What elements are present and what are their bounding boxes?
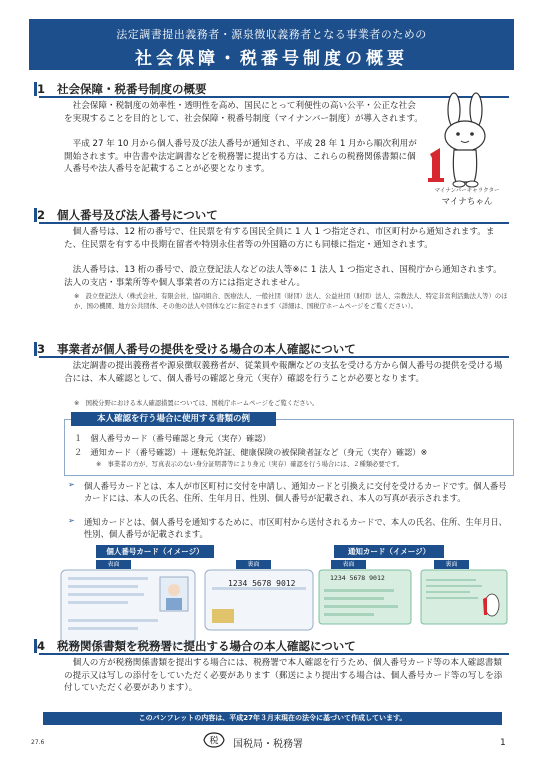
mascot-name: マイナちゃん [441, 197, 493, 207]
card-front-tag: 表面 [96, 560, 131, 569]
mynumber-card-label: 個人番号カード（イメージ） [96, 545, 214, 558]
section-2-paragraph-2: 法人番号は、13 桁の番号で、設立登記法人などの法人等※に 1 法人 1 つ指定され、国税庁から通知されます。法人の支店・事業所等や個人事業者の方には指定されません。 [64, 265, 502, 288]
mynumber-card-description: 個人番号カードとは、本人が市区町村に交付を申請し、通知カードと引換えに交付を受けるカードです。個人番号カードには、本人の氏名、住所、生年月日、性別、個人番号が記載され、本人の写真が表示されます。 [84, 481, 507, 503]
arrow-bullet-icon: ➢ [68, 480, 75, 489]
card-back-tag: 裏面 [236, 560, 271, 569]
header-banner [29, 19, 514, 70]
id-documents-note: ※ 事業者の方が、写真表示のない身分証明書等により身元（実存）確認を行う場合には、２種類必要です。 [96, 461, 404, 468]
section-4-paragraph: 個人の方が税務関係書類を提出する場合には、税務署で本人確認を行うため、個人番号カード等の本人確認書類の提示又は写しの添付をしていただく必要があります（郵送により提出する場合は、個人番号カード等の写しを添付していただく必要があります）。 [64, 658, 503, 693]
header-subtitle: 法定調書提出義務者・源泉徴収義務者となる事業者のための [116, 28, 427, 41]
section-1-paragraph-2: 平成 27 年 10 月から個人番号及び法人番号が通知され、平成 28 年 1 月から順次利用が開始されます。申告書や法定調書などを税務署に提出する方は、これらの税務関係書類に個人番号や法人番号を記載することが必要となります。 [64, 139, 417, 174]
notice-front-tag: 表面 [331, 560, 366, 569]
mynumber-card-number: 1234 5678 9012 [228, 579, 296, 588]
section-2-paragraph-1: 個人番号は、12 桁の番号で、住民票を有する国民全員に 1 人 1 つ指定され、市区町村から通知されます。また、住民票を有する中長期在留者や特別永住者等の外国籍の方にも同様に指定・通知されます。 [64, 227, 495, 250]
section-3-title: 3 事業者が個人番号の提供を受ける場合の本人確認について [39, 342, 509, 358]
section-4-title: 4 税務関係書類を税務署に提出する場合の本人確認について [39, 639, 509, 655]
footer-notice: このパンフレットの内容は、平成27年３月末現在の法令に基づいて作成しています。 [43, 712, 502, 725]
notice-card-number: 1234 5678 9012 [330, 574, 385, 582]
section-3-paragraph: 法定調書の提出義務者や源泉徴収義務者が、従業員や報酬などの支払を受ける方から個人番号の提供を受ける場合には、本人確認として、個人番号の確認と身元（実存）確認を行うことが必要となります。 [64, 361, 503, 384]
id-document-1: １ 個人番号カード（番号確認と身元（実存）確認） [74, 433, 271, 443]
id-document-2: ２ 通知カード（番号確認）＋ 運転免許証、健康保険の被保険者証など（身元（実存）確認）※ [74, 447, 428, 457]
tax-agency-logo-icon [202, 732, 226, 748]
section-3-note: ※ 国税分野における本人確認措置については、国税庁ホームページをご覧ください。 [74, 400, 319, 407]
section-1-paragraph-1: 社会保障・税制度の効率性・透明性を高め、国民にとって利便性の高い公平・公正な社会を実現することを目的として、社会保障・税番号制度（マイナンバー制度）が導入されます。 [64, 101, 423, 124]
section-2-note: ※ 設立登記法人（株式会社、有限会社、協同組合、医療法人、一般社団（財団）法人、公益社団（財団）法人、宗教法人、特定非営利活動法人等）のほか、国の機関、地方公共団体、その他の法人や団体などに指定されます（詳細は、国税庁ホームページをご覧ください）。 [74, 293, 508, 310]
footer-organization: 国税局・税務署 [233, 739, 303, 750]
section-1-title: 1 社会保障・税番号制度の概要 [39, 82, 509, 98]
id-documents-box-title: 本人確認を行う場合に使用する書類の例 [71, 412, 276, 426]
mascot-rabbit-icon [426, 92, 506, 196]
page-title: 社会保障・税番号制度の概要 [135, 49, 408, 69]
notice-card-label: 通知カード（イメージ） [334, 545, 444, 558]
footer-date: 27.6 [31, 739, 45, 746]
mascot-caption: マイナンバーキャラクター [434, 188, 500, 194]
notice-card-back-image [420, 569, 508, 625]
page-number: 1 [500, 738, 506, 748]
notice-back-tag: 裏面 [434, 560, 469, 569]
section-2-title: 2 個人番号及び法人番号について [39, 208, 509, 224]
mynumber-card-front-image [60, 569, 196, 645]
notice-card-description: 通知カードとは、個人番号を通知するために、市区町村から送付されるカードで、本人の氏名、住所、生年月日、性別、個人番号が記載されます。 [84, 517, 507, 539]
arrow-bullet-icon: ➢ [68, 516, 75, 525]
svg-text:税: 税 [209, 736, 219, 747]
